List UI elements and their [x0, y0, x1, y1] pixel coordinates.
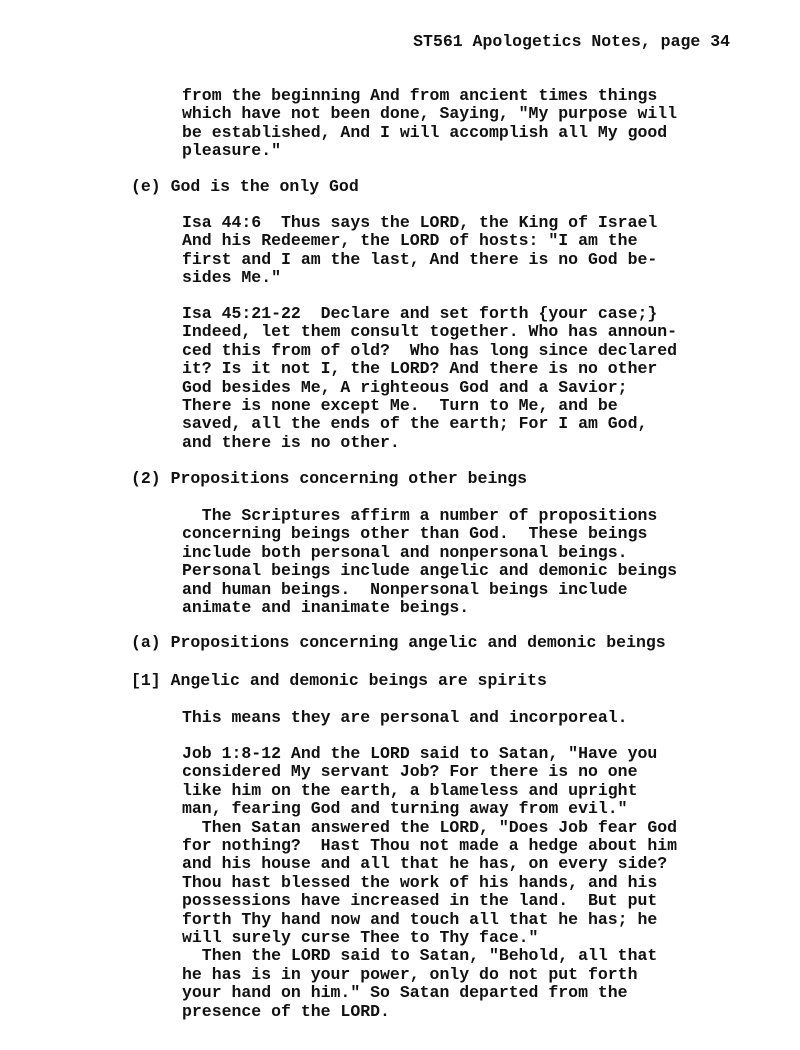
section-heading-1: [1] Angelic and demonic beings are spirits — [131, 671, 547, 690]
section-heading-e: (e) God is the only God — [131, 177, 359, 196]
text-line: animate and inanimate beings. — [182, 598, 470, 617]
text-line: and human beings. Nonpersonal beings include — [182, 579, 628, 599]
text-line: The Scriptures affirm a number of propositions — [182, 506, 658, 525]
text-line: include both personal and nonpersonal beings. — [182, 542, 628, 562]
text-line: considered My servant Job? For there is no one — [182, 762, 638, 782]
text-line: God besides Me, A righteous God and a Savior; — [182, 377, 628, 397]
text-line: for nothing? Hast Thou not made a hedge about him — [182, 836, 678, 855]
text-line: Isa 44:6 Thus says the LORD, the King of Israel — [182, 213, 658, 232]
text-line: concerning beings other than God. These beings — [182, 524, 648, 544]
text-line: from the beginning And from ancient times things — [182, 86, 658, 105]
text-line: and his house and all that he has, on every side? — [182, 854, 668, 874]
text-line: Isa 45:21-22 Declare and set forth {your case;} — [182, 304, 658, 323]
text-line: saved, all the ends of the earth; For I am God, — [182, 414, 648, 434]
text-line: There is none except Me. Turn to Me, and be — [182, 396, 618, 415]
text-line: and there is no other. — [182, 432, 400, 452]
text-line: will surely curse Thee to Thy face." — [182, 928, 539, 947]
text-line: be established, And I will accomplish all My good — [182, 122, 668, 142]
text-line: it? Is it not I, the LORD? And there is no other — [182, 359, 658, 379]
text-line: your hand on him." So Satan departed from the — [182, 983, 628, 1003]
text-line: presence of the LORD. — [182, 1001, 390, 1021]
page-header: ST561 Apologetics Notes, page 34 — [413, 32, 730, 51]
text-line: Then Satan answered the LORD, "Does Job fear God — [182, 817, 678, 837]
text-line: he has is in your power, only do not put forth — [182, 964, 638, 984]
text-line: ced this from of old? Who has long since declared — [182, 340, 678, 360]
text-line: And his Redeemer, the LORD of hosts: "I am the — [182, 231, 638, 251]
text-line: which have not been done, Saying, "My purpose will — [182, 104, 678, 124]
text-line: Indeed, let them consult together. Who has announ- — [182, 322, 678, 342]
text-line: Personal beings include angelic and demonic beings — [182, 561, 678, 581]
text-line: Thou hast blessed the work of his hands, and his — [182, 872, 658, 892]
text-line: forth Thy hand now and touch all that he has; he — [182, 909, 658, 929]
spirits-paragraph: This means they are personal and incorporeal. — [182, 708, 628, 727]
section-heading-2: (2) Propositions concerning other beings — [131, 469, 528, 488]
text-line: pleasure." — [182, 141, 282, 161]
text-line: Job 1:8-12 And the LORD said to Satan, "Have you — [182, 744, 658, 763]
text-line: first and I am the last, And there is no God be- — [182, 249, 658, 269]
text-line: possessions have increased in the land. But put — [182, 891, 658, 911]
text-line: Then the LORD said to Satan, "Behold, all that — [182, 946, 658, 966]
text-line: like him on the earth, a blameless and upright — [182, 780, 638, 800]
section-heading-a: (a) Propositions concerning angelic and demonic beings — [131, 633, 666, 652]
text-line: man, fearing God and turning away from evil." — [182, 799, 628, 819]
text-line: sides Me." — [182, 268, 282, 288]
